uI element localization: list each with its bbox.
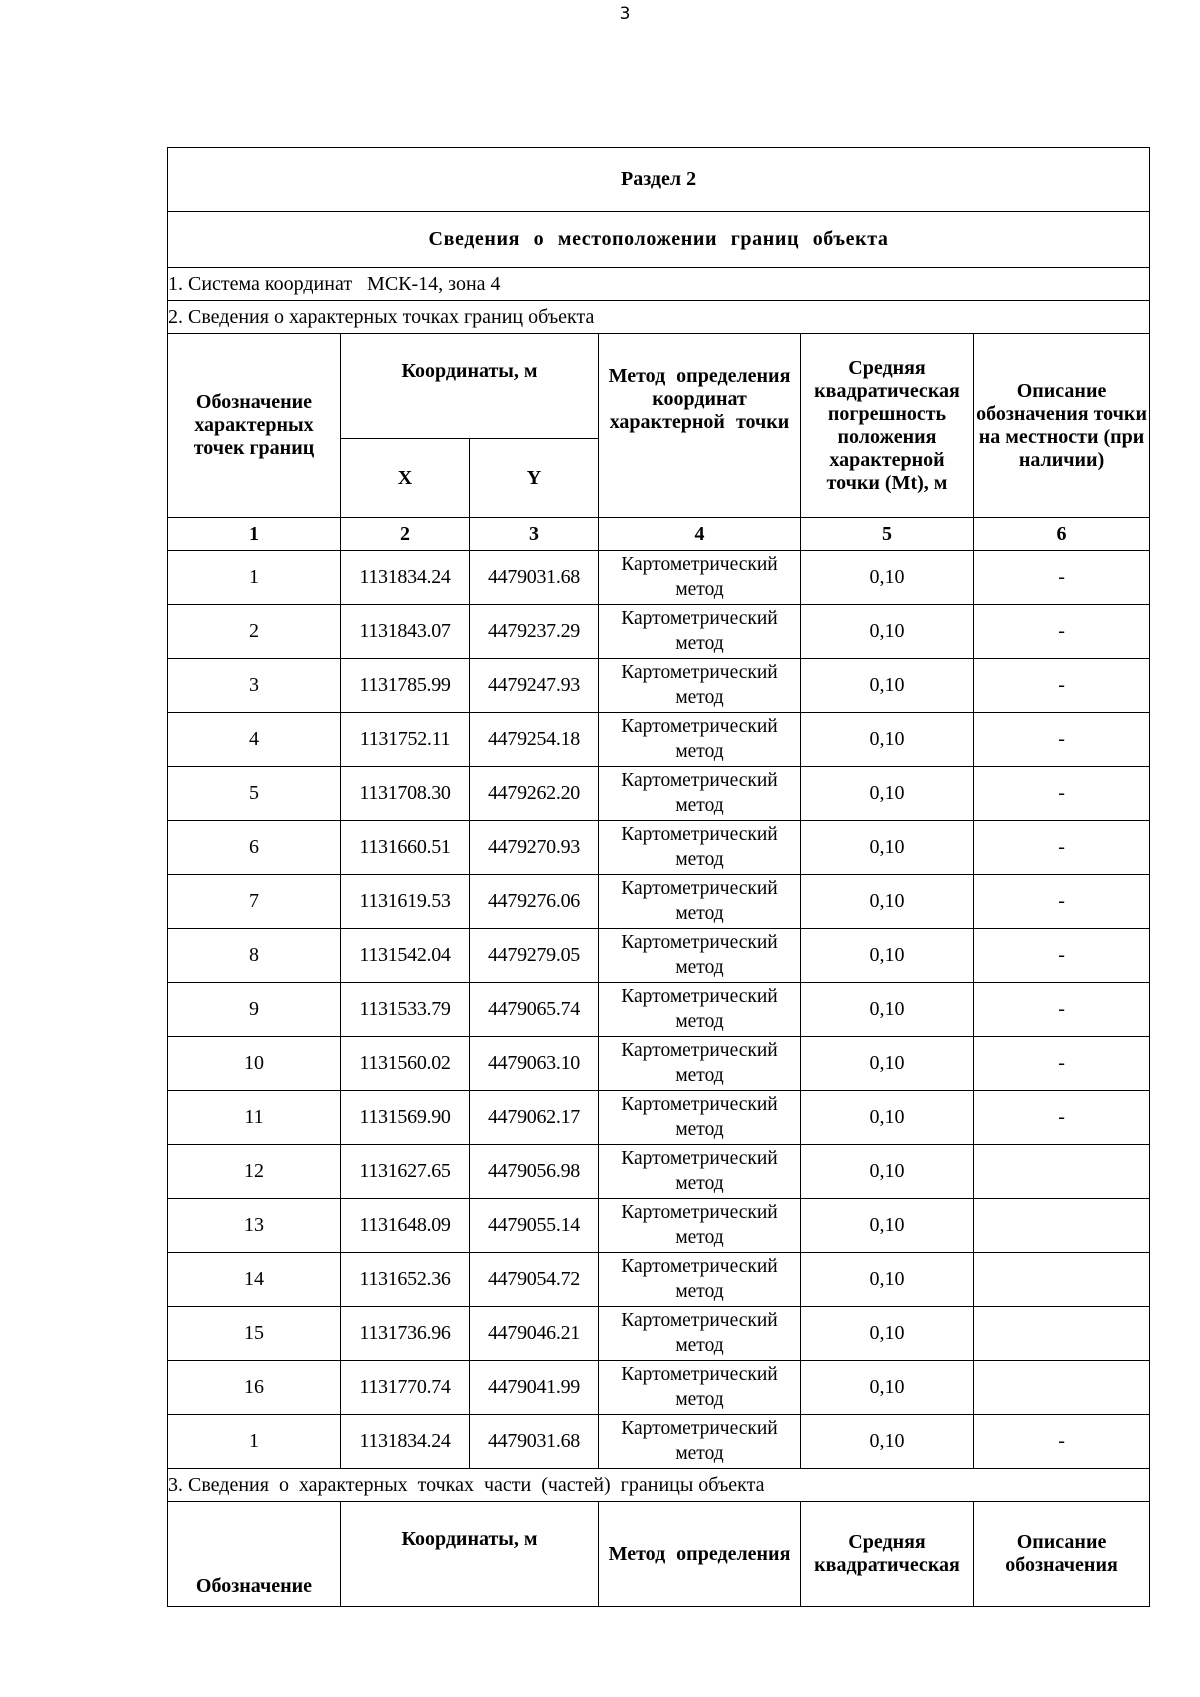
table-row (168, 1091, 1150, 1145)
point-id-cell: 11 (168, 1091, 341, 1145)
column-number: 4 (599, 518, 801, 551)
method-cell: Картометрический метод (599, 659, 801, 713)
method-cell: Картометрический метод (599, 1145, 801, 1199)
part-header-point-designation: Обозначение (168, 1502, 341, 1607)
error-cell: 0,10 (801, 605, 974, 659)
method-cell: Картометрический метод (599, 1415, 801, 1469)
description-cell (974, 1145, 1150, 1199)
description-cell (974, 1199, 1150, 1253)
x-coordinate-cell: 1131652.36 (341, 1253, 470, 1307)
x-coordinate-cell: 1131627.65 (341, 1145, 470, 1199)
description-cell: - (974, 929, 1150, 983)
method-cell: Картометрический метод (599, 983, 801, 1037)
description-cell: - (974, 1037, 1150, 1091)
x-coordinate-cell: 1131619.53 (341, 875, 470, 929)
method-cell: Картометрический метод (599, 767, 801, 821)
method-cell: Картометрический метод (599, 1091, 801, 1145)
header-y: Y (470, 439, 599, 518)
method-cell: Картометрический метод (599, 1253, 801, 1307)
table-row (168, 1415, 1150, 1469)
y-coordinate-cell: 4479254.18 (470, 713, 599, 767)
point-id-cell: 7 (168, 875, 341, 929)
table-row (168, 821, 1150, 875)
y-coordinate-cell: 4479062.17 (470, 1091, 599, 1145)
table-row (168, 1361, 1150, 1415)
column-number: 5 (801, 518, 974, 551)
table-row (168, 1307, 1150, 1361)
page-number: 3 (619, 4, 631, 24)
error-cell: 0,10 (801, 1415, 974, 1469)
method-cell: Картометрический метод (599, 713, 801, 767)
table-row (168, 1037, 1150, 1091)
method-cell: Картометрический метод (599, 929, 801, 983)
point-id-cell: 2 (168, 605, 341, 659)
column-number-row (168, 518, 1150, 551)
y-coordinate-cell: 4479279.05 (470, 929, 599, 983)
y-coordinate-cell: 4479041.99 (470, 1361, 599, 1415)
x-coordinate-cell: 1131770.74 (341, 1361, 470, 1415)
x-coordinate-cell: 1131834.24 (341, 551, 470, 605)
table-row (168, 767, 1150, 821)
part-points-heading: 3. Сведения о характерных точках части (частей) границы объекта (168, 1469, 1150, 1502)
description-cell: - (974, 713, 1150, 767)
section-title: Раздел 2 (168, 148, 1150, 212)
error-cell: 0,10 (801, 1091, 974, 1145)
y-coordinate-cell: 4479065.74 (470, 983, 599, 1037)
method-cell: Картометрический метод (599, 1037, 801, 1091)
table-row (168, 1253, 1150, 1307)
error-cell: 0,10 (801, 1145, 974, 1199)
table-row (168, 605, 1150, 659)
x-coordinate-cell: 1131648.09 (341, 1199, 470, 1253)
method-cell: Картометрический метод (599, 1199, 801, 1253)
part-header-coordinates: Координаты, м (341, 1502, 599, 1607)
header-error: Средняя квадратическая погрешность положения характерной точки (Mt), м (801, 334, 974, 518)
description-cell: - (974, 875, 1150, 929)
error-cell: 0,10 (801, 767, 974, 821)
error-cell: 0,10 (801, 1253, 974, 1307)
header-x: X (341, 439, 470, 518)
column-number: 6 (974, 518, 1150, 551)
description-cell: - (974, 821, 1150, 875)
error-cell: 0,10 (801, 929, 974, 983)
point-id-cell: 10 (168, 1037, 341, 1091)
method-cell: Картометрический метод (599, 1307, 801, 1361)
table-row (168, 929, 1150, 983)
error-cell: 0,10 (801, 1037, 974, 1091)
method-cell: Картометрический метод (599, 551, 801, 605)
y-coordinate-cell: 4479046.21 (470, 1307, 599, 1361)
method-cell: Картометрический метод (599, 875, 801, 929)
header-point-designation: Обозначение характерных точек границ (168, 334, 341, 518)
coord-system-line: 1. Система координат МСК-14, зона 4 (168, 268, 1150, 301)
header-method: Метод определения координат характерной точки (599, 334, 801, 518)
y-coordinate-cell: 4479031.68 (470, 1415, 599, 1469)
x-coordinate-cell: 1131533.79 (341, 983, 470, 1037)
point-id-cell: 15 (168, 1307, 341, 1361)
points-heading: 2. Сведения о характерных точках границ объекта (168, 301, 1150, 334)
description-cell: - (974, 767, 1150, 821)
description-cell (974, 1253, 1150, 1307)
x-coordinate-cell: 1131660.51 (341, 821, 470, 875)
error-cell: 0,10 (801, 713, 974, 767)
x-coordinate-cell: 1131708.30 (341, 767, 470, 821)
method-cell: Картометрический метод (599, 821, 801, 875)
error-cell: 0,10 (801, 659, 974, 713)
boundary-table (167, 147, 1150, 1607)
point-id-cell: 1 (168, 1415, 341, 1469)
part-header-method: Метод определения (599, 1502, 801, 1607)
point-id-cell: 16 (168, 1361, 341, 1415)
y-coordinate-cell: 4479247.93 (470, 659, 599, 713)
table-row (168, 1145, 1150, 1199)
description-cell: - (974, 605, 1150, 659)
x-coordinate-cell: 1131542.04 (341, 929, 470, 983)
y-coordinate-cell: 4479237.29 (470, 605, 599, 659)
point-id-cell: 9 (168, 983, 341, 1037)
y-coordinate-cell: 4479270.93 (470, 821, 599, 875)
x-coordinate-cell: 1131569.90 (341, 1091, 470, 1145)
table-row (168, 659, 1150, 713)
error-cell: 0,10 (801, 875, 974, 929)
header-description: Описание обозначения точки на местности (при наличии) (974, 334, 1150, 518)
point-id-cell: 3 (168, 659, 341, 713)
y-coordinate-cell: 4479031.68 (470, 551, 599, 605)
column-number: 2 (341, 518, 470, 551)
x-coordinate-cell: 1131560.02 (341, 1037, 470, 1091)
y-coordinate-cell: 4479055.14 (470, 1199, 599, 1253)
description-cell: - (974, 659, 1150, 713)
column-number: 3 (470, 518, 599, 551)
description-cell: - (974, 983, 1150, 1037)
table-row (168, 1199, 1150, 1253)
table-row (168, 983, 1150, 1037)
part-header-error: Средняя квадратическая (801, 1502, 974, 1607)
description-cell: - (974, 1415, 1150, 1469)
x-coordinate-cell: 1131843.07 (341, 605, 470, 659)
error-cell: 0,10 (801, 551, 974, 605)
description-cell: - (974, 551, 1150, 605)
x-coordinate-cell: 1131752.11 (341, 713, 470, 767)
y-coordinate-cell: 4479276.06 (470, 875, 599, 929)
y-coordinate-cell: 4479063.10 (470, 1037, 599, 1091)
table-row (168, 551, 1150, 605)
description-cell (974, 1307, 1150, 1361)
y-coordinate-cell: 4479262.20 (470, 767, 599, 821)
table-row (168, 875, 1150, 929)
error-cell: 0,10 (801, 1361, 974, 1415)
error-cell: 0,10 (801, 1199, 974, 1253)
description-cell (974, 1361, 1150, 1415)
part-header-description: Описание обозначения (974, 1502, 1150, 1607)
y-coordinate-cell: 4479054.72 (470, 1253, 599, 1307)
method-cell: Картометрический метод (599, 1361, 801, 1415)
point-id-cell: 14 (168, 1253, 341, 1307)
error-cell: 0,10 (801, 1307, 974, 1361)
column-number: 1 (168, 518, 341, 551)
point-id-cell: 8 (168, 929, 341, 983)
point-id-cell: 6 (168, 821, 341, 875)
point-id-cell: 1 (168, 551, 341, 605)
error-cell: 0,10 (801, 983, 974, 1037)
method-cell: Картометрический метод (599, 605, 801, 659)
header-coordinates: Координаты, м (341, 334, 599, 439)
x-coordinate-cell: 1131834.24 (341, 1415, 470, 1469)
x-coordinate-cell: 1131785.99 (341, 659, 470, 713)
x-coordinate-cell: 1131736.96 (341, 1307, 470, 1361)
section-subtitle: Сведения о местоположении границ объекта (168, 212, 1150, 268)
table-row (168, 713, 1150, 767)
point-id-cell: 13 (168, 1199, 341, 1253)
y-coordinate-cell: 4479056.98 (470, 1145, 599, 1199)
error-cell: 0,10 (801, 821, 974, 875)
point-id-cell: 4 (168, 713, 341, 767)
description-cell: - (974, 1091, 1150, 1145)
point-id-cell: 5 (168, 767, 341, 821)
point-id-cell: 12 (168, 1145, 341, 1199)
